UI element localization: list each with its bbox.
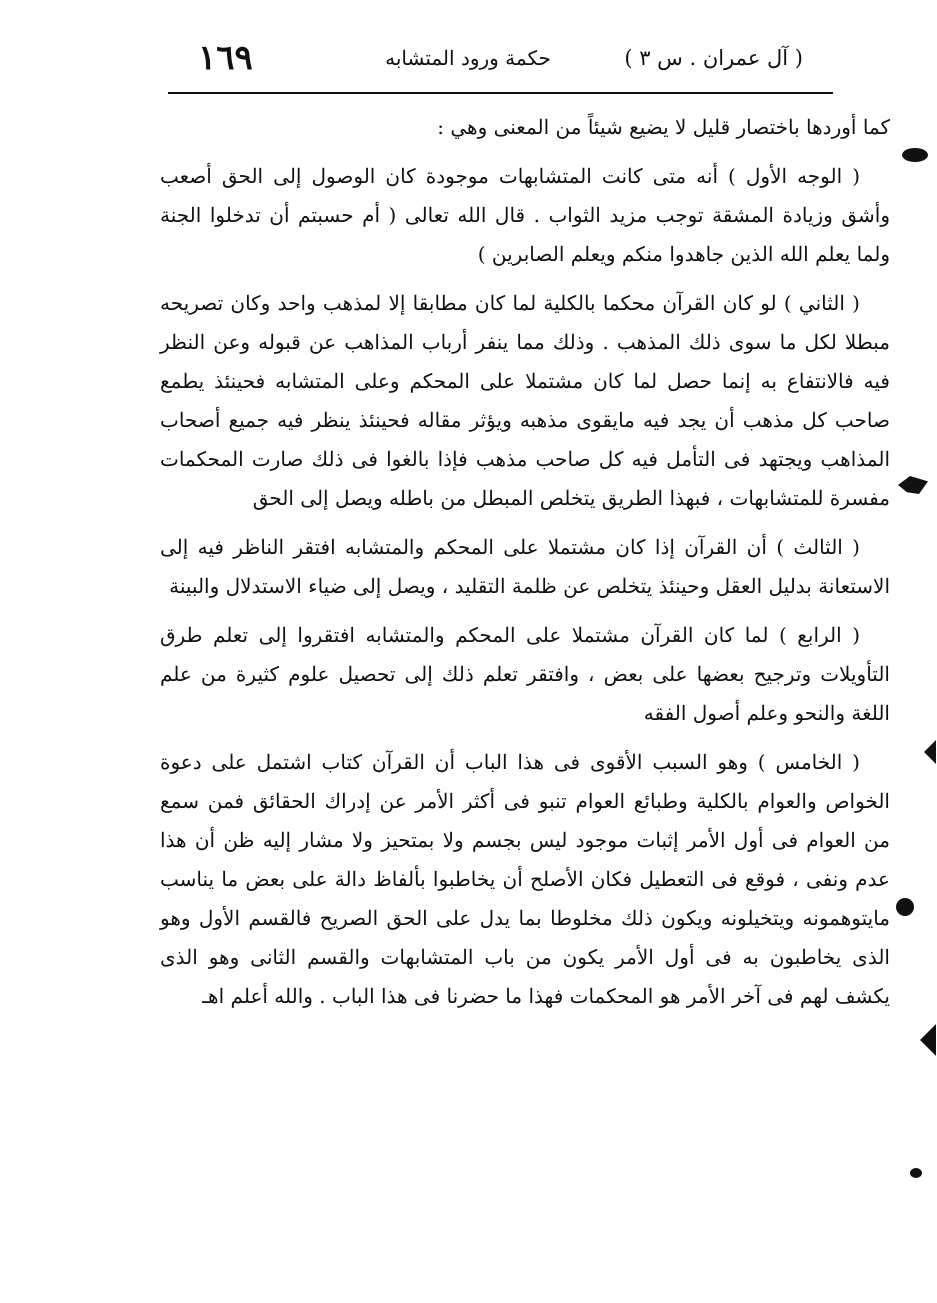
paragraph-second-reason: ( الثاني ) لو كان القرآن محكما بالكلية لما كان مطابقا إلا لمذهب واحد وكان تصريحه مبطلا لكل ما سوى ذلك المذهب . وذلك مما ينفر أرباب المذاهب عن قبوله وعن النظر فيه فالانتفاع به إنما حصل لما كان مشتملا على المحكم وعلى المتشابه فحينئذ يطمع صاحب كل مذهب أن يجد فيه مايقوى مذهبه ويؤثر مقاله فحينئذ ينظر فيه جميع أصحاب المذاهب ويجتهد فى التأمل فيه كل صاحب مذهب فإذا بالغوا فى ذلك صارت المحكمات مفسرة للمتشابهات ، فبهذا الطريق يتخلص المبطل من باطله ويصل إلى الحق xyxy=(160,291,890,510)
surah-reference: ( آل عمران . س ٣ ) xyxy=(624,46,803,70)
scan-ink-blot xyxy=(902,148,928,162)
page-number: ١٦٩ xyxy=(198,38,253,78)
header-rule xyxy=(168,92,833,94)
scan-ink-blot xyxy=(896,898,914,916)
page-header xyxy=(168,38,833,90)
scan-ink-blot xyxy=(910,1168,922,1178)
body-text xyxy=(160,108,890,1288)
paragraph-first-reason: ( الوجه الأول ) أنه متى كانت المتشابهات موجودة كان الوصول إلى الحق أصعب وأشق وزيادة المشقة توجب مزيد الثواب . قال الله تعالى ( أم حسبتم أن تدخلوا الجنة ولما يعلم الله الذين جاهدوا منكم ويعلم الصابرين ) xyxy=(160,164,890,266)
paragraph-intro: كما أوردها باختصار قليل لا يضيع شيئاً من المعنى وهي : xyxy=(437,115,890,139)
paragraph-third-reason: ( الثالث ) أن القرآن إذا كان مشتملا على المحكم والمتشابه افتقر الناظر فيه إلى الاستعانة بدليل العقل وحينئذ يتخلص عن ظلمة التقليد ، ويصل إلى ضياء الاستدلال والبينة xyxy=(160,535,890,598)
paragraph-fourth-reason: ( الرابع ) لما كان القرآن مشتملا على المحكم والمتشابه افتقروا إلى تعلم طرق التأويلات وترجيح بعضها على بعض ، وافتقر تعلم ذلك إلى تحصيل علوم كثيرة من علم اللغة والنحو وعلم أصول الفقه xyxy=(160,623,890,725)
scan-margin-mark xyxy=(924,740,936,764)
paragraph-fifth-reason: ( الخامس ) وهو السبب الأقوى فى هذا الباب أن القرآن كتاب اشتمل على دعوة الخواص والعوام بالكلية وطبائع العوام تنبو فى أكثر الأمر عن إدراك الحقائق فمن سمع من العوام فى أول الأمر إثبات موجود ليس بجسم ولا بمتحيز ولا مشار إليه ظن أن هذا عدم ونفى ، فوقع فى التعطيل فكان الأصلح أن يخاطبوا بألفاظ دالة على بعض ما يناسب مايتوهمونه ويتخيلونه ويكون ذلك مخلوطا بما يدل على الحق الصريح فالقسم الأول وهو الذى يخاطبون به فى أول الأمر يكون من باب المتشابهات والقسم الثانى وهو الذى يكشف لهم فى آخر الأمر هو المحكمات فهذا ما حضرنا فى هذا الباب . والله أعلم اهـ xyxy=(160,750,890,1008)
scan-ink-blot xyxy=(898,476,928,494)
running-title: حكمة ورود المتشابه xyxy=(385,46,551,70)
scan-margin-mark xyxy=(920,1024,936,1056)
